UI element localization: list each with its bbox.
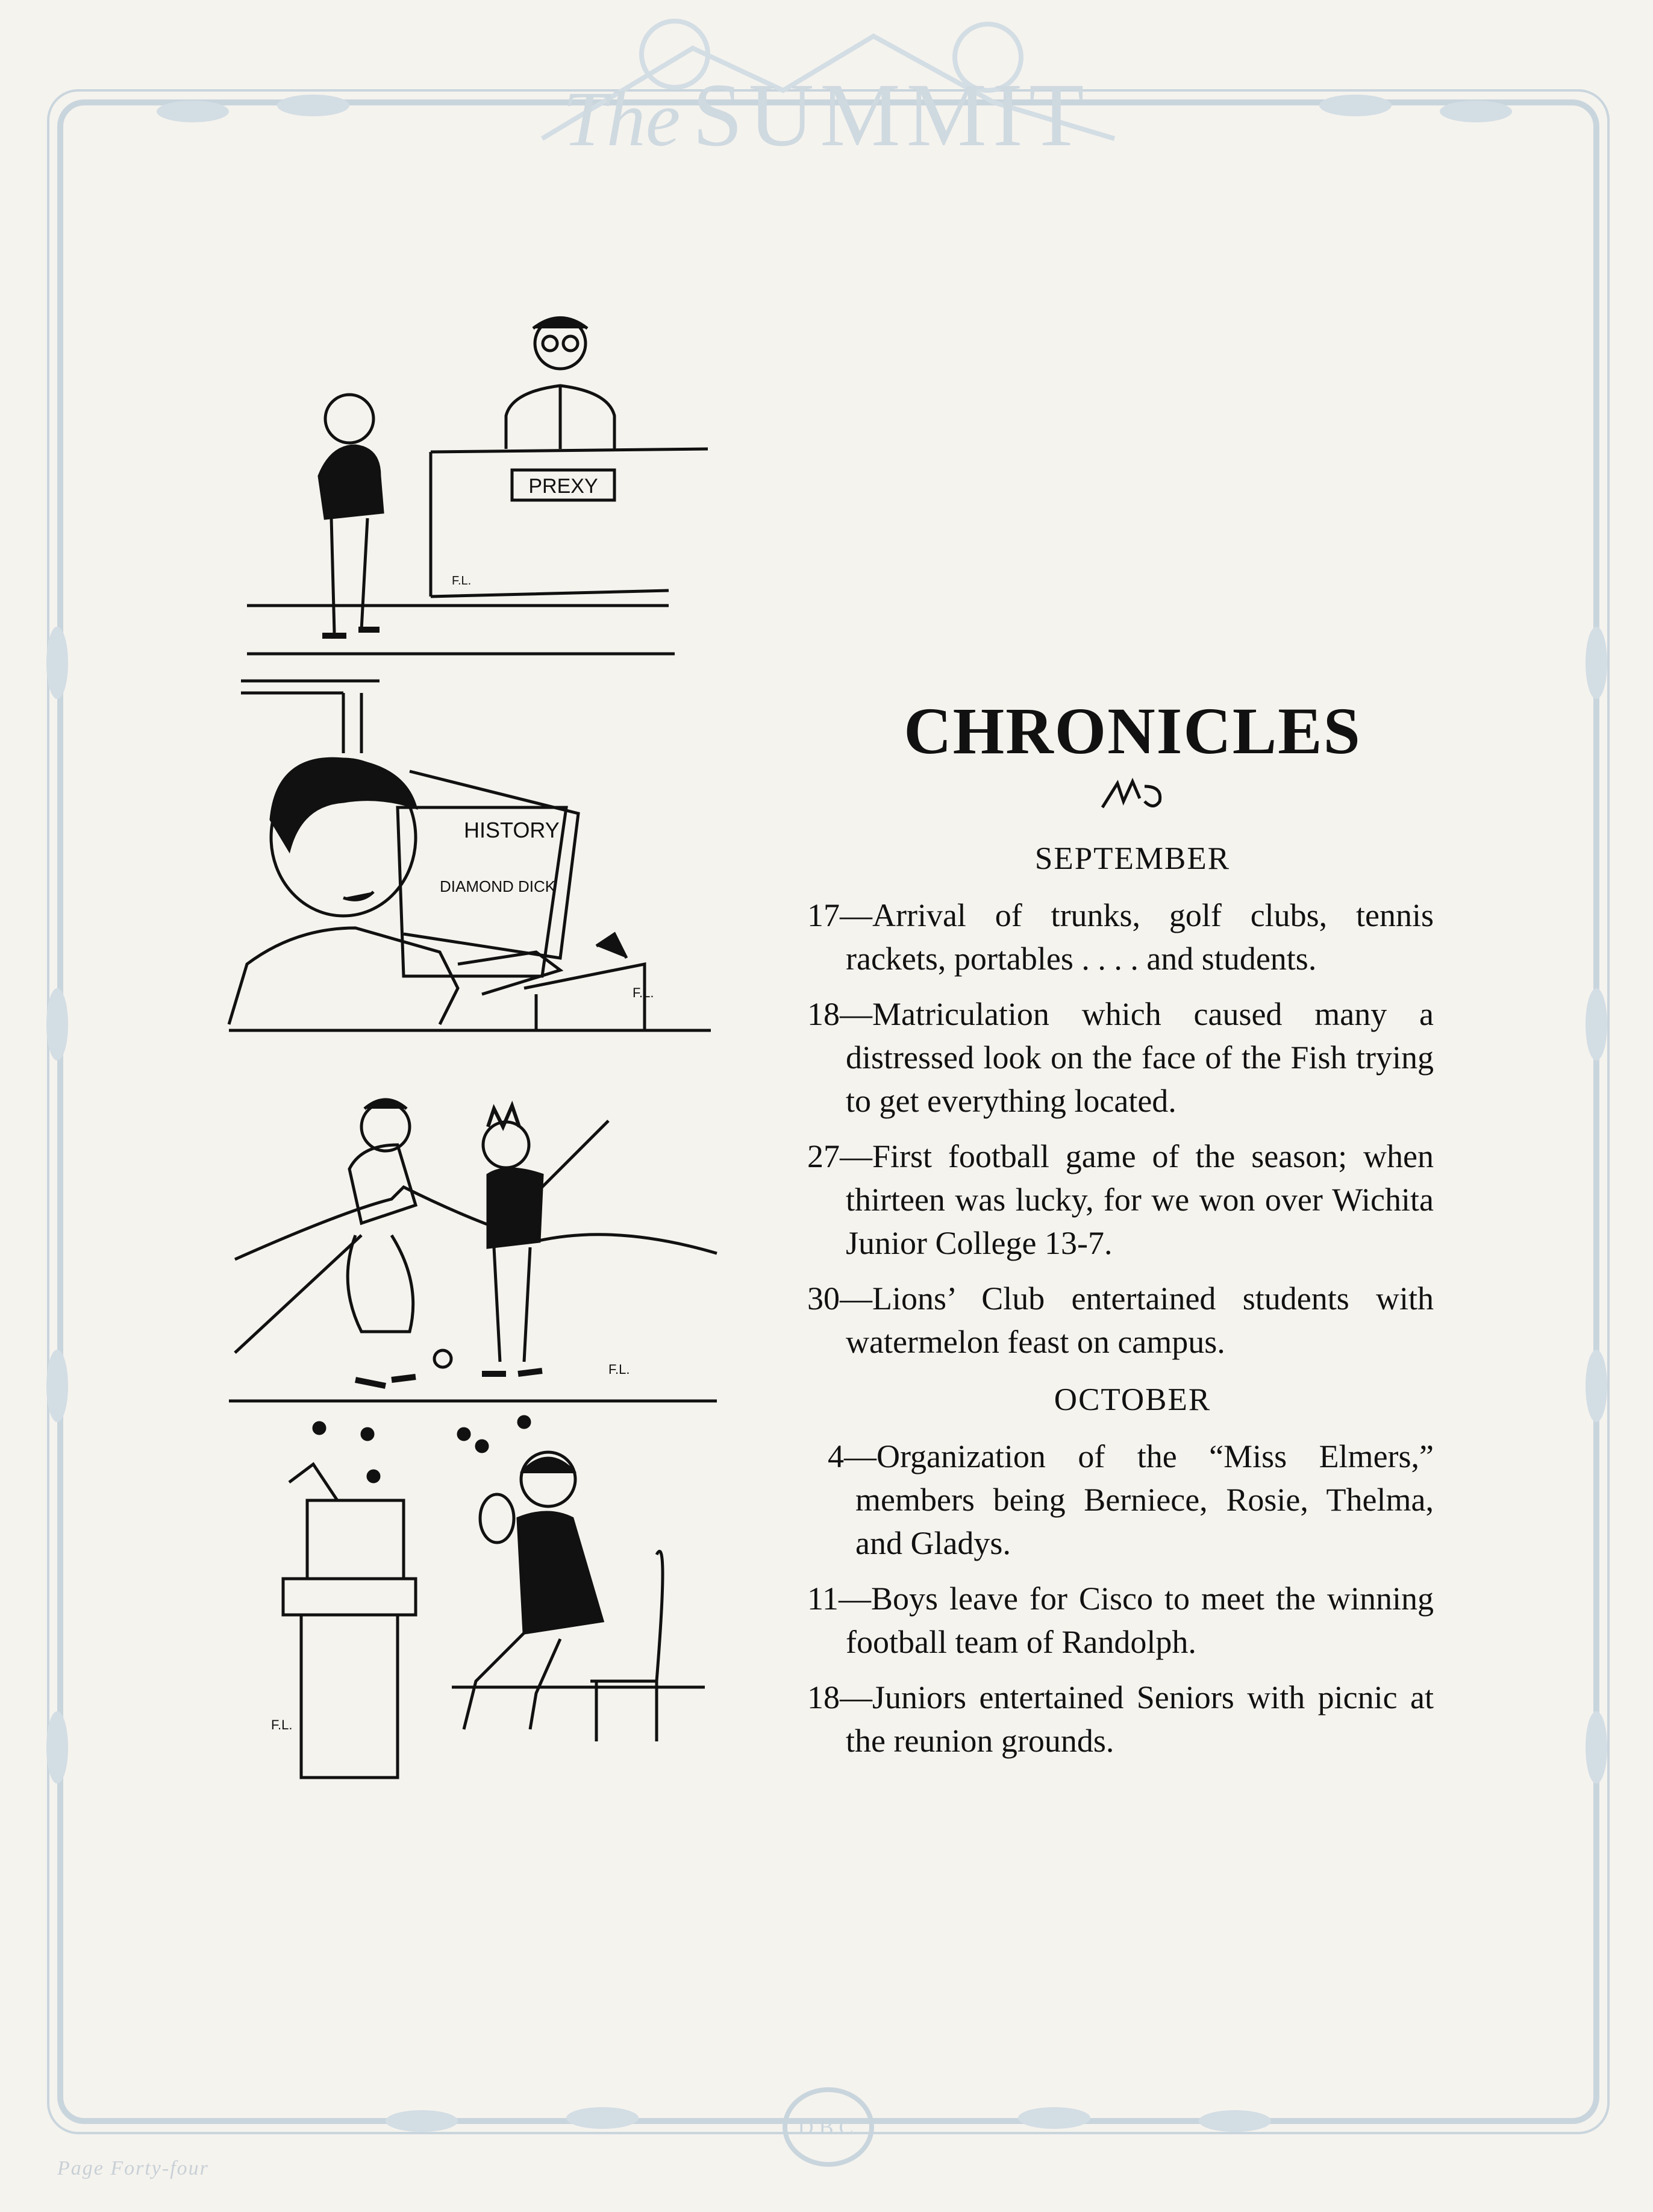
panel1-initials: F.L. bbox=[452, 574, 472, 587]
panel4-initials: F.L. bbox=[271, 1717, 293, 1732]
section-october bbox=[807, 1382, 1434, 1762]
masthead-the: The bbox=[563, 76, 681, 163]
entry-day: 27 bbox=[807, 1138, 840, 1174]
entry-day: 11 bbox=[807, 1581, 839, 1617]
prexy-sign: PREXY bbox=[528, 475, 598, 498]
ornament-icon bbox=[1072, 774, 1169, 816]
book-cover: DIAMOND DICK bbox=[440, 877, 556, 895]
entry-day: 4 bbox=[828, 1438, 844, 1474]
entry-text: Boys leave for Cisco to meet the winning football team of Randolph. bbox=[846, 1581, 1434, 1660]
dbc-seal bbox=[780, 2079, 876, 2175]
masthead bbox=[0, 63, 1653, 167]
seal-text: D.B.C. bbox=[798, 2115, 859, 2139]
entry-text: Organization of the “Miss Elmers,” members being Berniece, Rosie, Thelma, and Gladys. bbox=[855, 1438, 1434, 1561]
entry-text: Lions’ Club entertained students with watermelon feast on campus. bbox=[846, 1280, 1434, 1360]
entry-text: First football game of the season; when thirteen was lucky, for we won over Wichita Junior College 13-7. bbox=[846, 1138, 1434, 1261]
cartoon-panel-prexy bbox=[247, 318, 708, 654]
page-title: CHRONICLES bbox=[904, 694, 1361, 768]
chronicle-entry: 17—Arrival of trunks, golf clubs, tennis rackets, portables . . . . and students. bbox=[807, 897, 1434, 977]
entry-day: 30 bbox=[807, 1280, 840, 1317]
month-heading: SEPTEMBER bbox=[1034, 841, 1231, 876]
entry-day: 17 bbox=[807, 897, 840, 933]
entry-text: Juniors entertained Seniors with picnic at the reunion grounds. bbox=[846, 1679, 1434, 1759]
entry-day: 18 bbox=[807, 1679, 840, 1715]
section-september bbox=[807, 841, 1434, 1364]
month-heading: OCTOBER bbox=[1054, 1382, 1211, 1417]
entry-text: Matriculation which caused many a distressed look on the face of the Fish trying to get everything located. bbox=[846, 996, 1434, 1119]
cartoon-panel-phonograph bbox=[271, 1417, 705, 1778]
entry-day: 18 bbox=[807, 996, 840, 1032]
masthead-name: SUMMIT bbox=[692, 65, 1090, 165]
chronicle-entry: 18—Matriculation which caused many a distressed look on the face of the Fish trying to get everything located. bbox=[807, 996, 1434, 1119]
chronicle-entry: 30—Lions’ Club entertained students with watermelon feast on campus. bbox=[807, 1280, 1434, 1360]
page-number: Page Forty-four bbox=[57, 2157, 209, 2179]
cartoon-panel-history bbox=[229, 681, 711, 1030]
chronicles-column bbox=[807, 693, 1434, 1775]
book-title: HISTORY bbox=[464, 818, 560, 842]
chronicle-entry: 11—Boys leave for Cisco to meet the winning football team of Randolph. bbox=[807, 1581, 1434, 1660]
chronicle-entry: 18—Juniors entertained Seniors with picnic at the reunion grounds. bbox=[807, 1679, 1434, 1759]
chronicle-entry: 27—First football game of the season; when thirteen was lucky, for we won over Wichita Junior College 13-7. bbox=[807, 1138, 1434, 1261]
chronicle-entry: 4—Organization of the “Miss Elmers,” members being Berniece, Rosie, Thelma, and Gladys. bbox=[828, 1438, 1434, 1561]
cartoon-column bbox=[223, 295, 723, 1790]
panel2-initials: F.L. bbox=[633, 985, 654, 1000]
cartoon-panel-golfers bbox=[229, 1100, 717, 1401]
entry-text: Arrival of trunks, golf clubs, tennis rackets, portables . . . . and students. bbox=[846, 897, 1434, 977]
panel3-initials: F.L. bbox=[608, 1362, 630, 1377]
